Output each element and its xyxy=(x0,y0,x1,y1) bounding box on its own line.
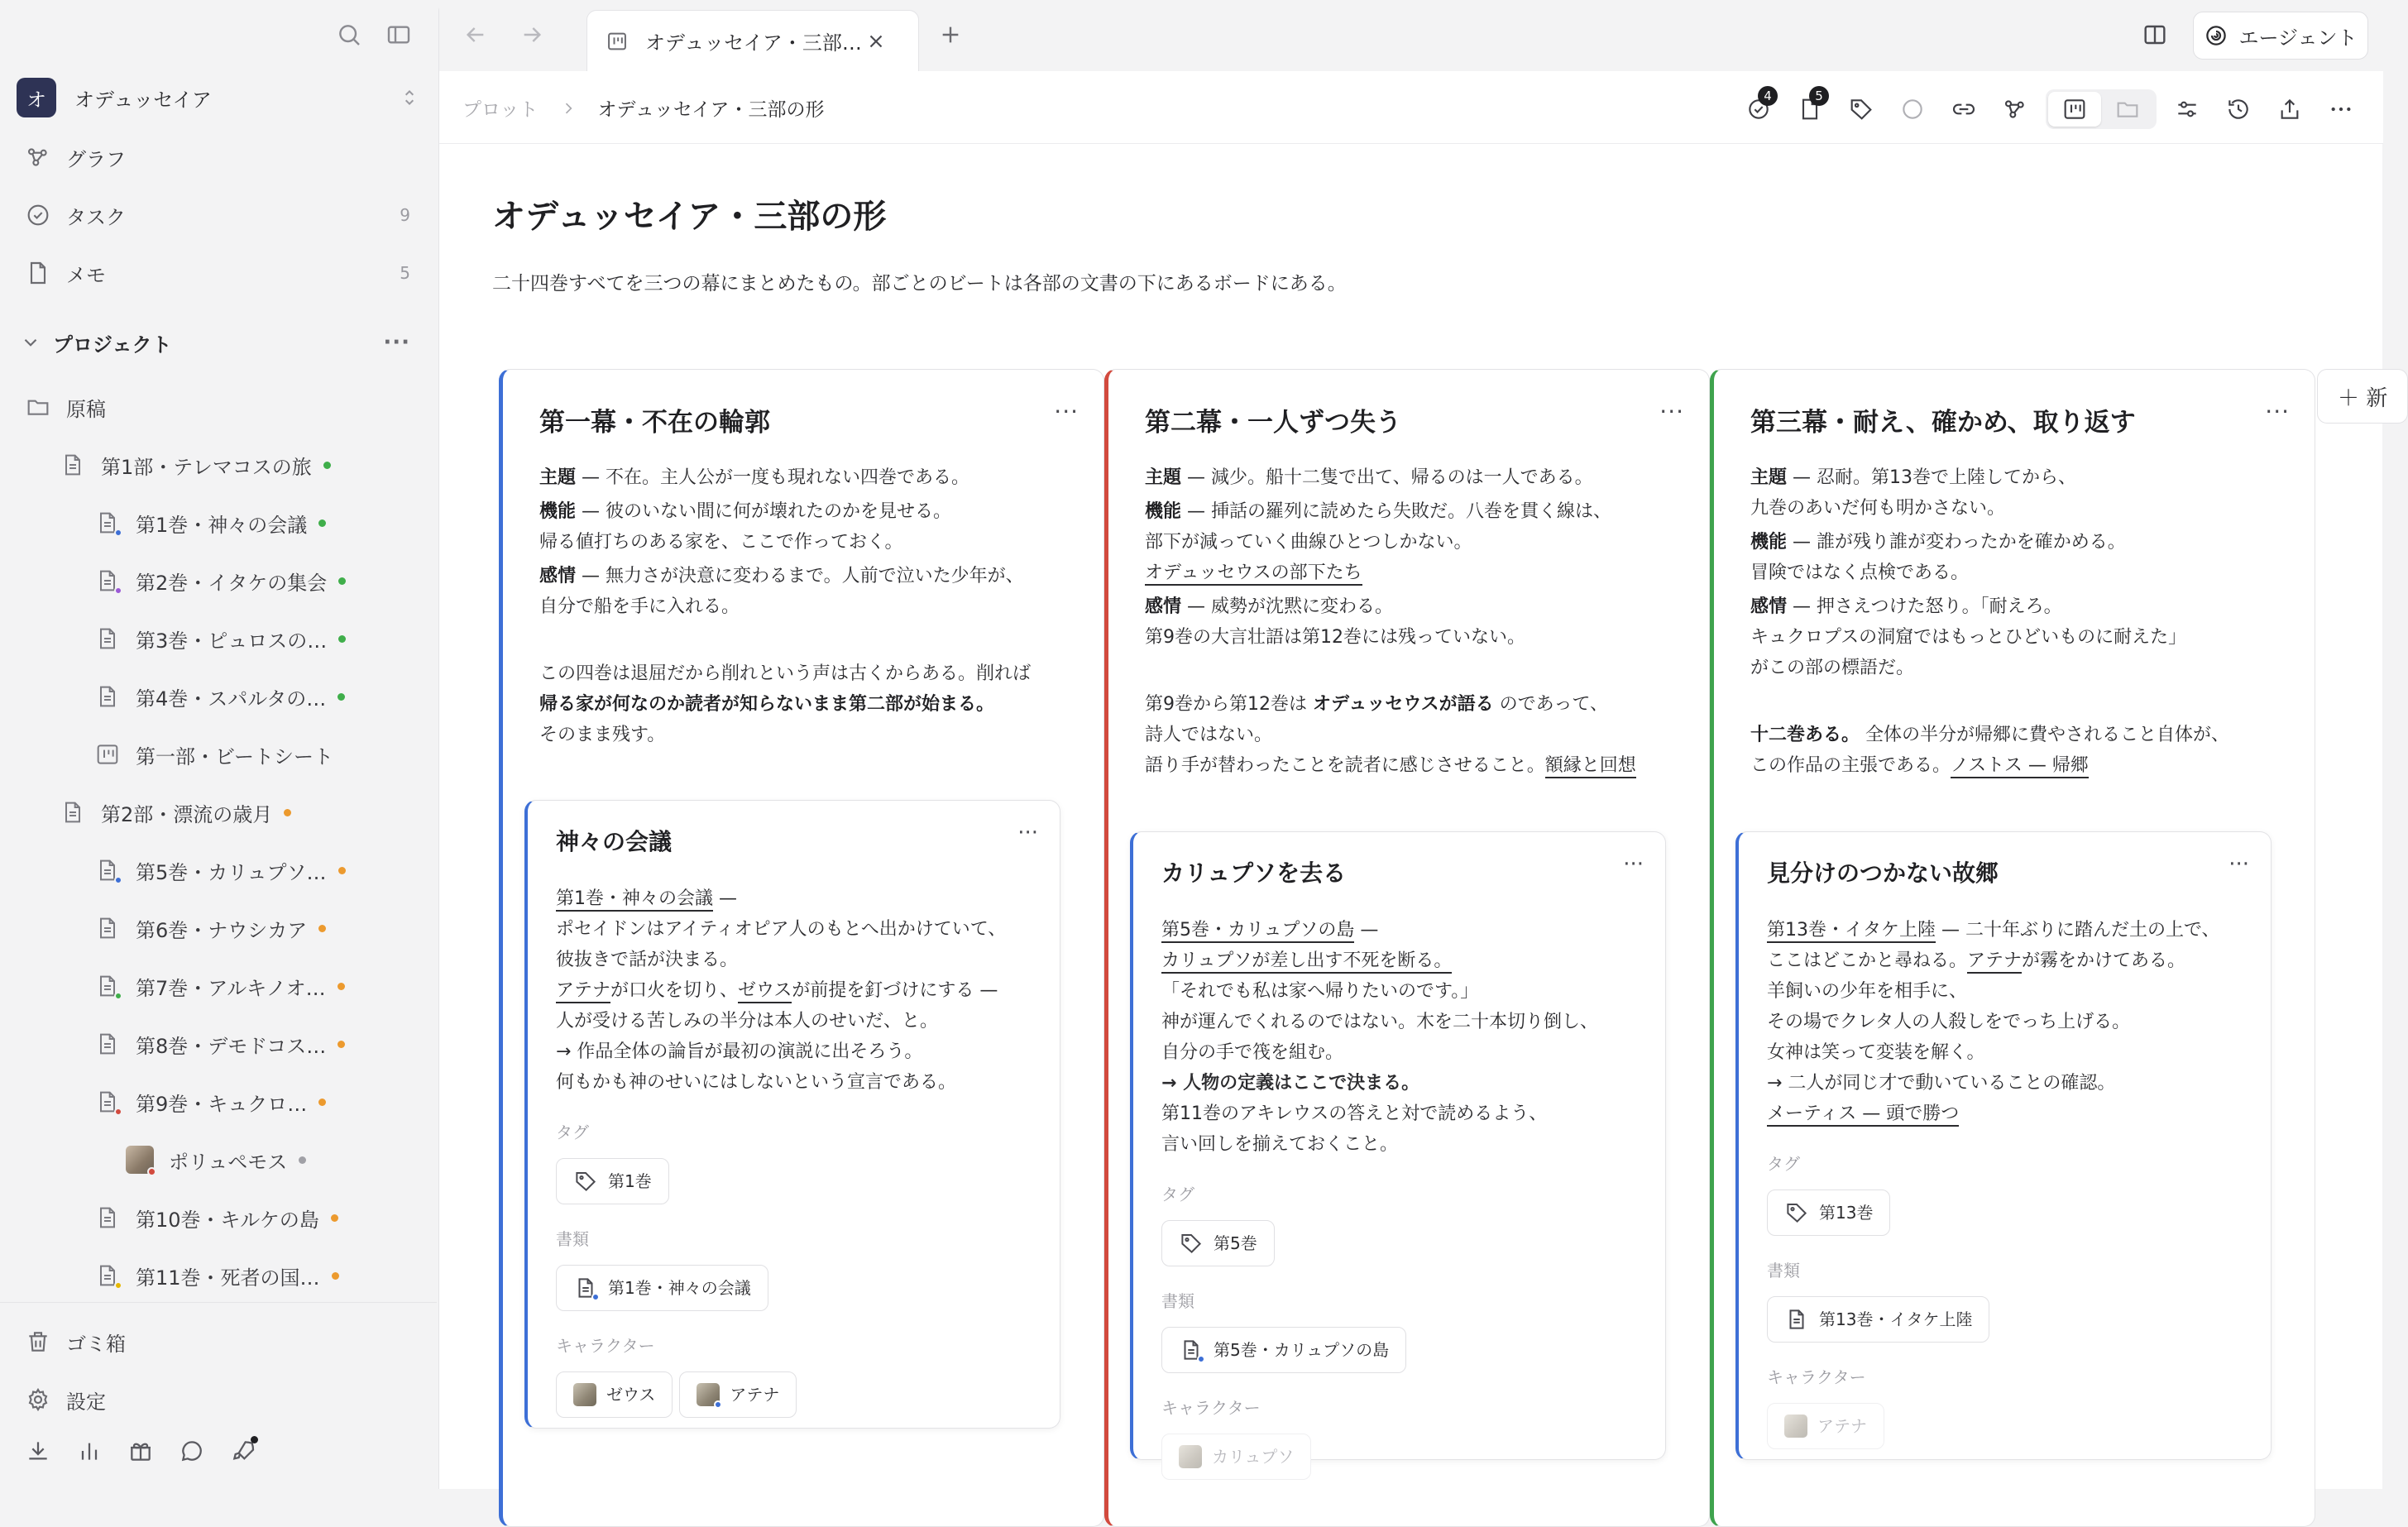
task-check-icon xyxy=(25,202,51,228)
board-content xyxy=(439,144,2388,1489)
label-theme: 主題 xyxy=(1750,467,1788,488)
character-portrait xyxy=(1784,1415,1807,1438)
note-count: 5 xyxy=(400,263,410,283)
column-title: 第三幕・耐え、確かめ、取り返す xyxy=(1750,408,2136,438)
character-link[interactable]: アテナ xyxy=(1967,950,2022,974)
doc-link[interactable]: 第13巻・イタケ上陸 xyxy=(1767,920,1936,943)
divider xyxy=(0,1302,437,1303)
agent-label: エージェント xyxy=(2238,26,2358,50)
nav-label: ゴミ箱 xyxy=(66,1332,126,1356)
tag-label: 第5巻 xyxy=(1214,1233,1257,1253)
tree-item-label: 第4巻・スパルタの… xyxy=(136,687,327,711)
concept-link[interactable]: 額縁と回想 xyxy=(1545,755,1636,778)
rocket-icon[interactable] xyxy=(230,1438,256,1464)
document-chip[interactable] xyxy=(1767,1296,1989,1343)
breadcrumb xyxy=(462,94,824,122)
card-text: — xyxy=(713,888,737,909)
gift-icon[interactable] xyxy=(127,1438,154,1464)
status-dot xyxy=(331,1214,338,1222)
text-theme: — 減少。船十二隻で出て、帰るのは一人である。 xyxy=(1181,467,1593,488)
doc-link[interactable]: 第1巻・神々の会議 xyxy=(556,888,713,912)
folder-view-icon[interactable] xyxy=(2101,92,2154,127)
more-icon[interactable]: ··· xyxy=(1017,821,1038,845)
settings-gear-icon xyxy=(25,1386,51,1413)
character-link[interactable]: カリュプソが差し出す不死を断る。 xyxy=(1161,950,1452,974)
tree-item-label: 第1部・テレマコスの旅 xyxy=(101,455,312,479)
card-text: 女神は笑って変装を解く。 xyxy=(1767,1042,1985,1063)
trash-icon xyxy=(25,1328,51,1355)
doc-icon xyxy=(1784,1307,1809,1332)
download-icon[interactable] xyxy=(25,1438,51,1464)
tree-item[interactable] xyxy=(0,910,437,946)
chat-bubble-icon[interactable] xyxy=(179,1438,205,1464)
card-text: 神が運んでくれるのではない。木を二十本切り倒し、 xyxy=(1161,1012,1599,1032)
label-function: 機能 xyxy=(1750,532,1788,553)
text-emotion-3: がこの部の標語だ。 xyxy=(1750,658,1915,678)
text-emotion: — 押さえつけた怒り。「耐えろ。 xyxy=(1787,596,2062,617)
back-arrow-icon[interactable] xyxy=(462,22,489,48)
card-title: 見分けのつかない故郷 xyxy=(1767,859,1999,887)
concept-link[interactable]: メーティス — 頭で勝つ xyxy=(1767,1103,1959,1127)
label-theme: 主題 xyxy=(1145,467,1182,488)
more-icon[interactable]: ··· xyxy=(383,330,410,355)
close-icon[interactable] xyxy=(865,31,887,52)
act-column-2 xyxy=(1104,369,1710,1527)
tag-icon[interactable] xyxy=(1836,91,1887,127)
note-icon xyxy=(25,260,51,286)
text-emotion-2: キュクロプスの洞窟ではもっとひどいものに耐えた」 xyxy=(1750,627,2187,648)
add-tab-icon[interactable] xyxy=(937,22,964,48)
tree-item[interactable] xyxy=(0,505,437,541)
tree-item-label: 第8巻・デモドコス… xyxy=(136,1034,327,1058)
tree-item[interactable] xyxy=(0,447,437,483)
beat-card[interactable] xyxy=(1130,831,1666,1467)
tree-item[interactable] xyxy=(0,1084,437,1120)
column-body xyxy=(1750,462,2288,784)
document-toolbar xyxy=(439,71,2383,144)
status-circle-icon[interactable] xyxy=(1887,91,1938,127)
document-label: 第5巻・カリュプソの島 xyxy=(1214,1339,1390,1360)
folder-icon xyxy=(25,394,51,420)
view-toggle xyxy=(2046,89,2157,129)
nav-settings[interactable] xyxy=(25,1381,410,1418)
doc-icon xyxy=(94,625,121,652)
act-column-3 xyxy=(1710,369,2315,1527)
card-body xyxy=(1767,915,2247,1449)
status-dot xyxy=(318,925,326,932)
card-text-bold: → 人物の定義はここで決まる。 xyxy=(1161,1073,1420,1094)
tree-item-label: 第11巻・死者の国… xyxy=(136,1266,320,1290)
column-title: 第一幕・不在の輪郭 xyxy=(539,408,770,438)
note-text: 詩人ではない。 xyxy=(1145,725,1273,745)
note-text-bold: 帰る家が何なのか読者が知らないまま第二部が始まる。 xyxy=(539,694,995,715)
bar-chart-icon[interactable] xyxy=(76,1438,103,1464)
doc-icon xyxy=(94,1262,121,1289)
card-text: が口火を切り、 xyxy=(610,980,739,1001)
more-icon[interactable] xyxy=(2315,91,2367,127)
document-chip[interactable] xyxy=(556,1265,768,1311)
text-function-2: 冒険ではなく点検である。 xyxy=(1750,562,1970,583)
concept-link[interactable]: ノストス — 帰郷 xyxy=(1951,755,2089,778)
status-dot xyxy=(318,1099,326,1106)
doc-icon xyxy=(1179,1338,1204,1362)
doc-link[interactable]: 第5巻・カリュプソの島 xyxy=(1161,920,1354,943)
task-count: 9 xyxy=(400,205,410,225)
page-title: オデュッセイア・三部の形 xyxy=(492,198,887,236)
card-title: 神々の会議 xyxy=(556,828,673,855)
beat-card[interactable] xyxy=(524,800,1060,1429)
status-dot xyxy=(338,577,346,585)
card-text: 自分の手で筏を組む。 xyxy=(1161,1042,1344,1063)
note-text: 語り手が替わったことを読者に感じさせること。 xyxy=(1145,755,1545,776)
chevron-right-icon xyxy=(560,100,577,117)
column-title: 第二幕・一人ずつ失う xyxy=(1145,408,1401,438)
status-dot xyxy=(299,1156,306,1164)
doc-icon xyxy=(94,1089,121,1115)
board-icon xyxy=(94,741,121,768)
text-emotion-2: 第9巻の大言壮語は第12巻には残っていない。 xyxy=(1145,627,1525,648)
note-text-bold: 十二巻ある。 xyxy=(1750,725,1860,745)
character-name: アテナ xyxy=(730,1384,780,1405)
agent-button[interactable] xyxy=(2193,12,2368,60)
sidebar-toggle-icon[interactable] xyxy=(385,22,412,48)
note-text: のであって、 xyxy=(1493,694,1609,715)
doc-icon xyxy=(94,1031,121,1057)
text-function: — 彼のいない間に何が壊れたのかを見せる。 xyxy=(576,501,952,522)
tree-item[interactable] xyxy=(0,562,437,599)
tree-item[interactable] xyxy=(0,968,437,1004)
tasks-badge: 4 xyxy=(1758,86,1778,106)
text-emotion-2: 自分で船を手に入れる。 xyxy=(539,596,740,617)
tree-item-label: ポリュペモス xyxy=(169,1150,288,1174)
tags-label: タグ xyxy=(556,1123,589,1142)
breadcrumb-parent[interactable]: プロット xyxy=(462,99,539,121)
text-theme: — 忍耐。第13巻で上陸してから、 xyxy=(1787,467,2076,488)
tree-item[interactable] xyxy=(0,1257,437,1294)
tree-item-label: 原稿 xyxy=(66,397,106,421)
characters-label: キャラクター xyxy=(1161,1398,1261,1418)
card-text: 彼抜きで話が決まる。 xyxy=(556,950,739,970)
label-emotion: 感情 xyxy=(1145,596,1182,617)
add-column-button[interactable]: ＋ 新 xyxy=(2317,369,2408,424)
sidebar xyxy=(0,0,437,1489)
documents-toolbar-icon[interactable] xyxy=(1784,91,1836,127)
character-portrait xyxy=(1179,1445,1202,1468)
character-portrait xyxy=(697,1383,720,1406)
forward-arrow-icon[interactable] xyxy=(519,22,545,48)
tab-active[interactable] xyxy=(586,10,919,71)
main-panel xyxy=(438,0,2388,1489)
tree-item[interactable] xyxy=(0,620,437,657)
label-emotion: 感情 xyxy=(539,566,577,586)
doc-icon xyxy=(573,1276,598,1300)
beat-card[interactable] xyxy=(1735,831,2272,1460)
characters-label: キャラクター xyxy=(1767,1367,1866,1387)
graph-icon xyxy=(25,144,51,170)
tag-chip[interactable] xyxy=(1161,1220,1275,1266)
doc-icon xyxy=(94,857,121,883)
character-chip[interactable] xyxy=(556,1371,673,1418)
board-view-icon[interactable] xyxy=(2048,92,2101,127)
card-text: 羊飼いの少年を相手に、 xyxy=(1767,981,1968,1002)
label-emotion: 感情 xyxy=(1750,596,1788,617)
split-view-icon[interactable] xyxy=(2142,22,2168,48)
projects-section-title: プロジェクト xyxy=(53,333,172,357)
notification-dot xyxy=(251,1436,258,1443)
documents-label: 書類 xyxy=(1161,1291,1194,1311)
document-chip[interactable] xyxy=(1161,1327,1406,1373)
note-text: 第9巻から第12巻は xyxy=(1145,694,1313,715)
label-function: 機能 xyxy=(1145,501,1182,522)
act-column-1 xyxy=(499,369,1104,1527)
text-function-2: 帰る値打ちのある家を、ここで作っておく。 xyxy=(539,532,903,553)
text-theme-2: 九巻のあいだ何も明かさない。 xyxy=(1750,498,2006,519)
column-body xyxy=(539,462,1077,754)
workspace-name: オデュッセイア xyxy=(74,88,212,112)
card-text: が前提を釘づけにする — xyxy=(792,980,998,1001)
characters-label: キャラクター xyxy=(556,1336,655,1356)
text-function: — 挿話の羅列に読めたら失敗だ。八巻を貫く線は、 xyxy=(1181,501,1612,522)
tag-icon xyxy=(1179,1231,1204,1256)
card-title: カリュプソを去る xyxy=(1161,859,1347,887)
character-name: ゼウス xyxy=(606,1384,656,1405)
note-text-bold: オデュッセウスが語る xyxy=(1313,694,1494,715)
tree-item-label: 第7巻・アルキノオ… xyxy=(136,976,326,1000)
doc-icon xyxy=(60,452,86,478)
tree-item-label: 第一部・ビートシート xyxy=(136,744,334,768)
tree-item-label: 第2巻・イタケの集会 xyxy=(136,571,328,595)
doc-icon xyxy=(94,510,121,536)
character-chip[interactable] xyxy=(1161,1434,1311,1480)
tree-item[interactable] xyxy=(0,736,437,773)
sliders-icon[interactable] xyxy=(2161,91,2213,127)
more-icon[interactable]: ··· xyxy=(1659,398,1684,425)
tag-label: 第13巻 xyxy=(1819,1202,1874,1223)
note-text: この作品の主張である。 xyxy=(1750,755,1951,776)
doc-icon xyxy=(94,915,121,941)
card-body xyxy=(1161,915,1641,1480)
card-text: — xyxy=(1354,920,1379,941)
tree-item[interactable] xyxy=(0,1026,437,1062)
tree-item-label: 第5巻・カリュプソ… xyxy=(136,860,327,884)
workspace-avatar: オ xyxy=(17,78,56,117)
character-portrait xyxy=(126,1146,154,1174)
projects-section-header[interactable] xyxy=(20,324,410,361)
character-chip[interactable] xyxy=(1767,1403,1884,1449)
more-icon[interactable]: ··· xyxy=(1054,398,1079,425)
card-text: ここはどこかと尋ねる。 xyxy=(1767,950,1968,971)
character-name: カリュプソ xyxy=(1212,1446,1295,1467)
card-text: → 二人が同じ才で動いていることの確認。 xyxy=(1767,1073,2116,1094)
card-text: が霧をかけてある。 xyxy=(2022,950,2186,971)
text-emotion: — 無力さが決意に変わるまで。人前で泣いた少年が、 xyxy=(576,566,1024,586)
doc-icon xyxy=(94,973,121,999)
card-text: 第11巻のアキレウスの答えと対で読めるよう、 xyxy=(1161,1103,1548,1124)
documents-label: 書類 xyxy=(556,1229,589,1249)
nav-trash[interactable] xyxy=(25,1324,410,1360)
label-theme: 主題 xyxy=(539,467,577,488)
link-icon[interactable] xyxy=(1938,91,1989,127)
tree-item-label: 第3巻・ピュロスの… xyxy=(136,629,328,653)
nav-notes[interactable] xyxy=(25,255,410,291)
card-text: 言い回しを揃えておくこと。 xyxy=(1161,1134,1399,1155)
nav-label: タスク xyxy=(66,205,126,229)
status-dot xyxy=(338,635,346,643)
tag-chip[interactable] xyxy=(556,1158,669,1204)
chevron-up-down-icon xyxy=(399,87,420,108)
character-chip[interactable] xyxy=(679,1371,797,1418)
label-function: 機能 xyxy=(539,501,577,522)
character-link[interactable]: ゼウス xyxy=(738,980,792,1003)
document-label: 第1巻・神々の会議 xyxy=(608,1277,751,1298)
nav-label: 設定 xyxy=(66,1390,106,1414)
graph-icon[interactable] xyxy=(1989,91,2041,127)
card-text: 人が受ける苦しみの半分は本人のせいだ、と。 xyxy=(556,1011,939,1032)
more-icon[interactable]: ··· xyxy=(2228,852,2249,877)
nav-tasks[interactable] xyxy=(25,197,410,233)
card-text: — 二十年ぶりに踏んだ土の上で、 xyxy=(1936,920,2220,941)
tab-bar xyxy=(439,0,2383,71)
note-text: そのまま残す。 xyxy=(539,725,666,745)
sidebar-bottom-toolbar xyxy=(25,1438,256,1464)
tag-icon xyxy=(573,1169,598,1194)
card-text: ポセイドンはアイティオピア人のもとへ出かけていて、 xyxy=(556,919,1007,940)
tree-item[interactable] xyxy=(0,794,437,831)
tree-item-label: 第9巻・キュクロ… xyxy=(136,1092,308,1116)
status-dot xyxy=(338,1041,345,1048)
board-icon xyxy=(606,30,629,53)
text-function-2: 部下が減っていく曲線ひとつしかない。 xyxy=(1145,532,1472,553)
card-body xyxy=(556,883,1036,1418)
tree-item[interactable] xyxy=(0,389,437,425)
nav-label: メモ xyxy=(66,263,106,287)
tree-item[interactable] xyxy=(0,678,437,715)
tab-title: オデュッセイア・三部… xyxy=(645,31,862,55)
tree-item[interactable] xyxy=(0,1142,437,1178)
text-function: — 誰が残り誰が変わったかを確かめる。 xyxy=(1787,532,2126,553)
search-icon[interactable] xyxy=(336,22,362,48)
more-icon[interactable]: ··· xyxy=(1623,852,1644,877)
status-dot xyxy=(338,983,345,990)
breadcrumb-current: オデュッセイア・三部の形 xyxy=(597,99,825,121)
card-text: 何もかも神のせいにはしないという宣言である。 xyxy=(556,1072,957,1093)
doc-icon xyxy=(94,683,121,710)
status-dot xyxy=(338,693,345,701)
toolbar-icons xyxy=(1733,89,2367,129)
text-emotion: — 威勢が沈黙に変わる。 xyxy=(1181,596,1394,617)
tag-chip[interactable] xyxy=(1767,1190,1890,1236)
character-name: アテナ xyxy=(1817,1415,1867,1436)
more-icon[interactable]: ··· xyxy=(2265,398,2290,425)
doc-icon xyxy=(60,799,86,826)
status-dot xyxy=(332,1272,339,1280)
tree-item-label: 第1巻・神々の会議 xyxy=(136,513,308,537)
character-link[interactable]: アテナ xyxy=(556,980,610,1003)
tree-item-label: 第2部・漂流の歳月 xyxy=(101,802,273,826)
document-label: 第13巻・イタケ上陸 xyxy=(1819,1309,1973,1329)
tags-label: タグ xyxy=(1161,1185,1194,1204)
text-theme: — 不在。主人公が一度も現れない四巻である。 xyxy=(576,467,970,488)
history-icon[interactable] xyxy=(2213,91,2264,127)
note-text: この四巻は退屈だから削れという声は古くからある。削れば xyxy=(539,663,1032,684)
share-icon[interactable] xyxy=(2264,91,2315,127)
status-dot xyxy=(318,519,326,527)
project-tree xyxy=(0,382,437,1302)
character-portrait xyxy=(573,1383,596,1406)
workspace-switcher[interactable] xyxy=(17,79,420,116)
tree-item[interactable] xyxy=(0,852,437,888)
note-text: 全体の半分が帰郷に費やされること自体が、 xyxy=(1860,725,2230,745)
tag-label: 第1巻 xyxy=(608,1170,652,1191)
chevron-down-icon[interactable] xyxy=(20,332,41,353)
column-body xyxy=(1145,462,1683,784)
agent-spiral-icon xyxy=(2204,23,2228,48)
tags-label: タグ xyxy=(1767,1154,1800,1174)
nav-graph[interactable] xyxy=(25,139,410,175)
status-dot xyxy=(338,867,346,874)
documents-badge: 5 xyxy=(1809,86,1829,106)
status-dot xyxy=(323,462,331,469)
nav-label: グラフ xyxy=(66,147,126,171)
page-description: 二十四巻すべてを三つの幕にまとめたもの。部ごとのビートは各部の文書の下にあるボードにある。 xyxy=(492,273,1347,294)
card-text: → 作品全体の論旨が最初の演説に出そろう。 xyxy=(556,1041,923,1062)
character-group-link[interactable]: オデュッセウスの部下たち xyxy=(1145,562,1362,586)
tag-icon xyxy=(1784,1200,1809,1225)
tree-item-label: 第6巻・ナウシカア xyxy=(136,918,308,942)
doc-icon xyxy=(94,567,121,594)
card-text: 「それでも私は家へ帰りたいのです。」 xyxy=(1161,981,1479,1002)
status-dot xyxy=(284,809,291,816)
documents-label: 書類 xyxy=(1767,1261,1800,1280)
doc-icon xyxy=(94,1204,121,1231)
tree-item[interactable] xyxy=(0,1199,437,1236)
card-text: その場でクレタ人の人殺しをでっち上げる。 xyxy=(1767,1012,2131,1032)
sidebar-topbar xyxy=(336,22,412,48)
tree-item-label: 第10巻・キルケの島 xyxy=(136,1208,319,1232)
tasks-toolbar-icon[interactable] xyxy=(1733,91,1784,127)
